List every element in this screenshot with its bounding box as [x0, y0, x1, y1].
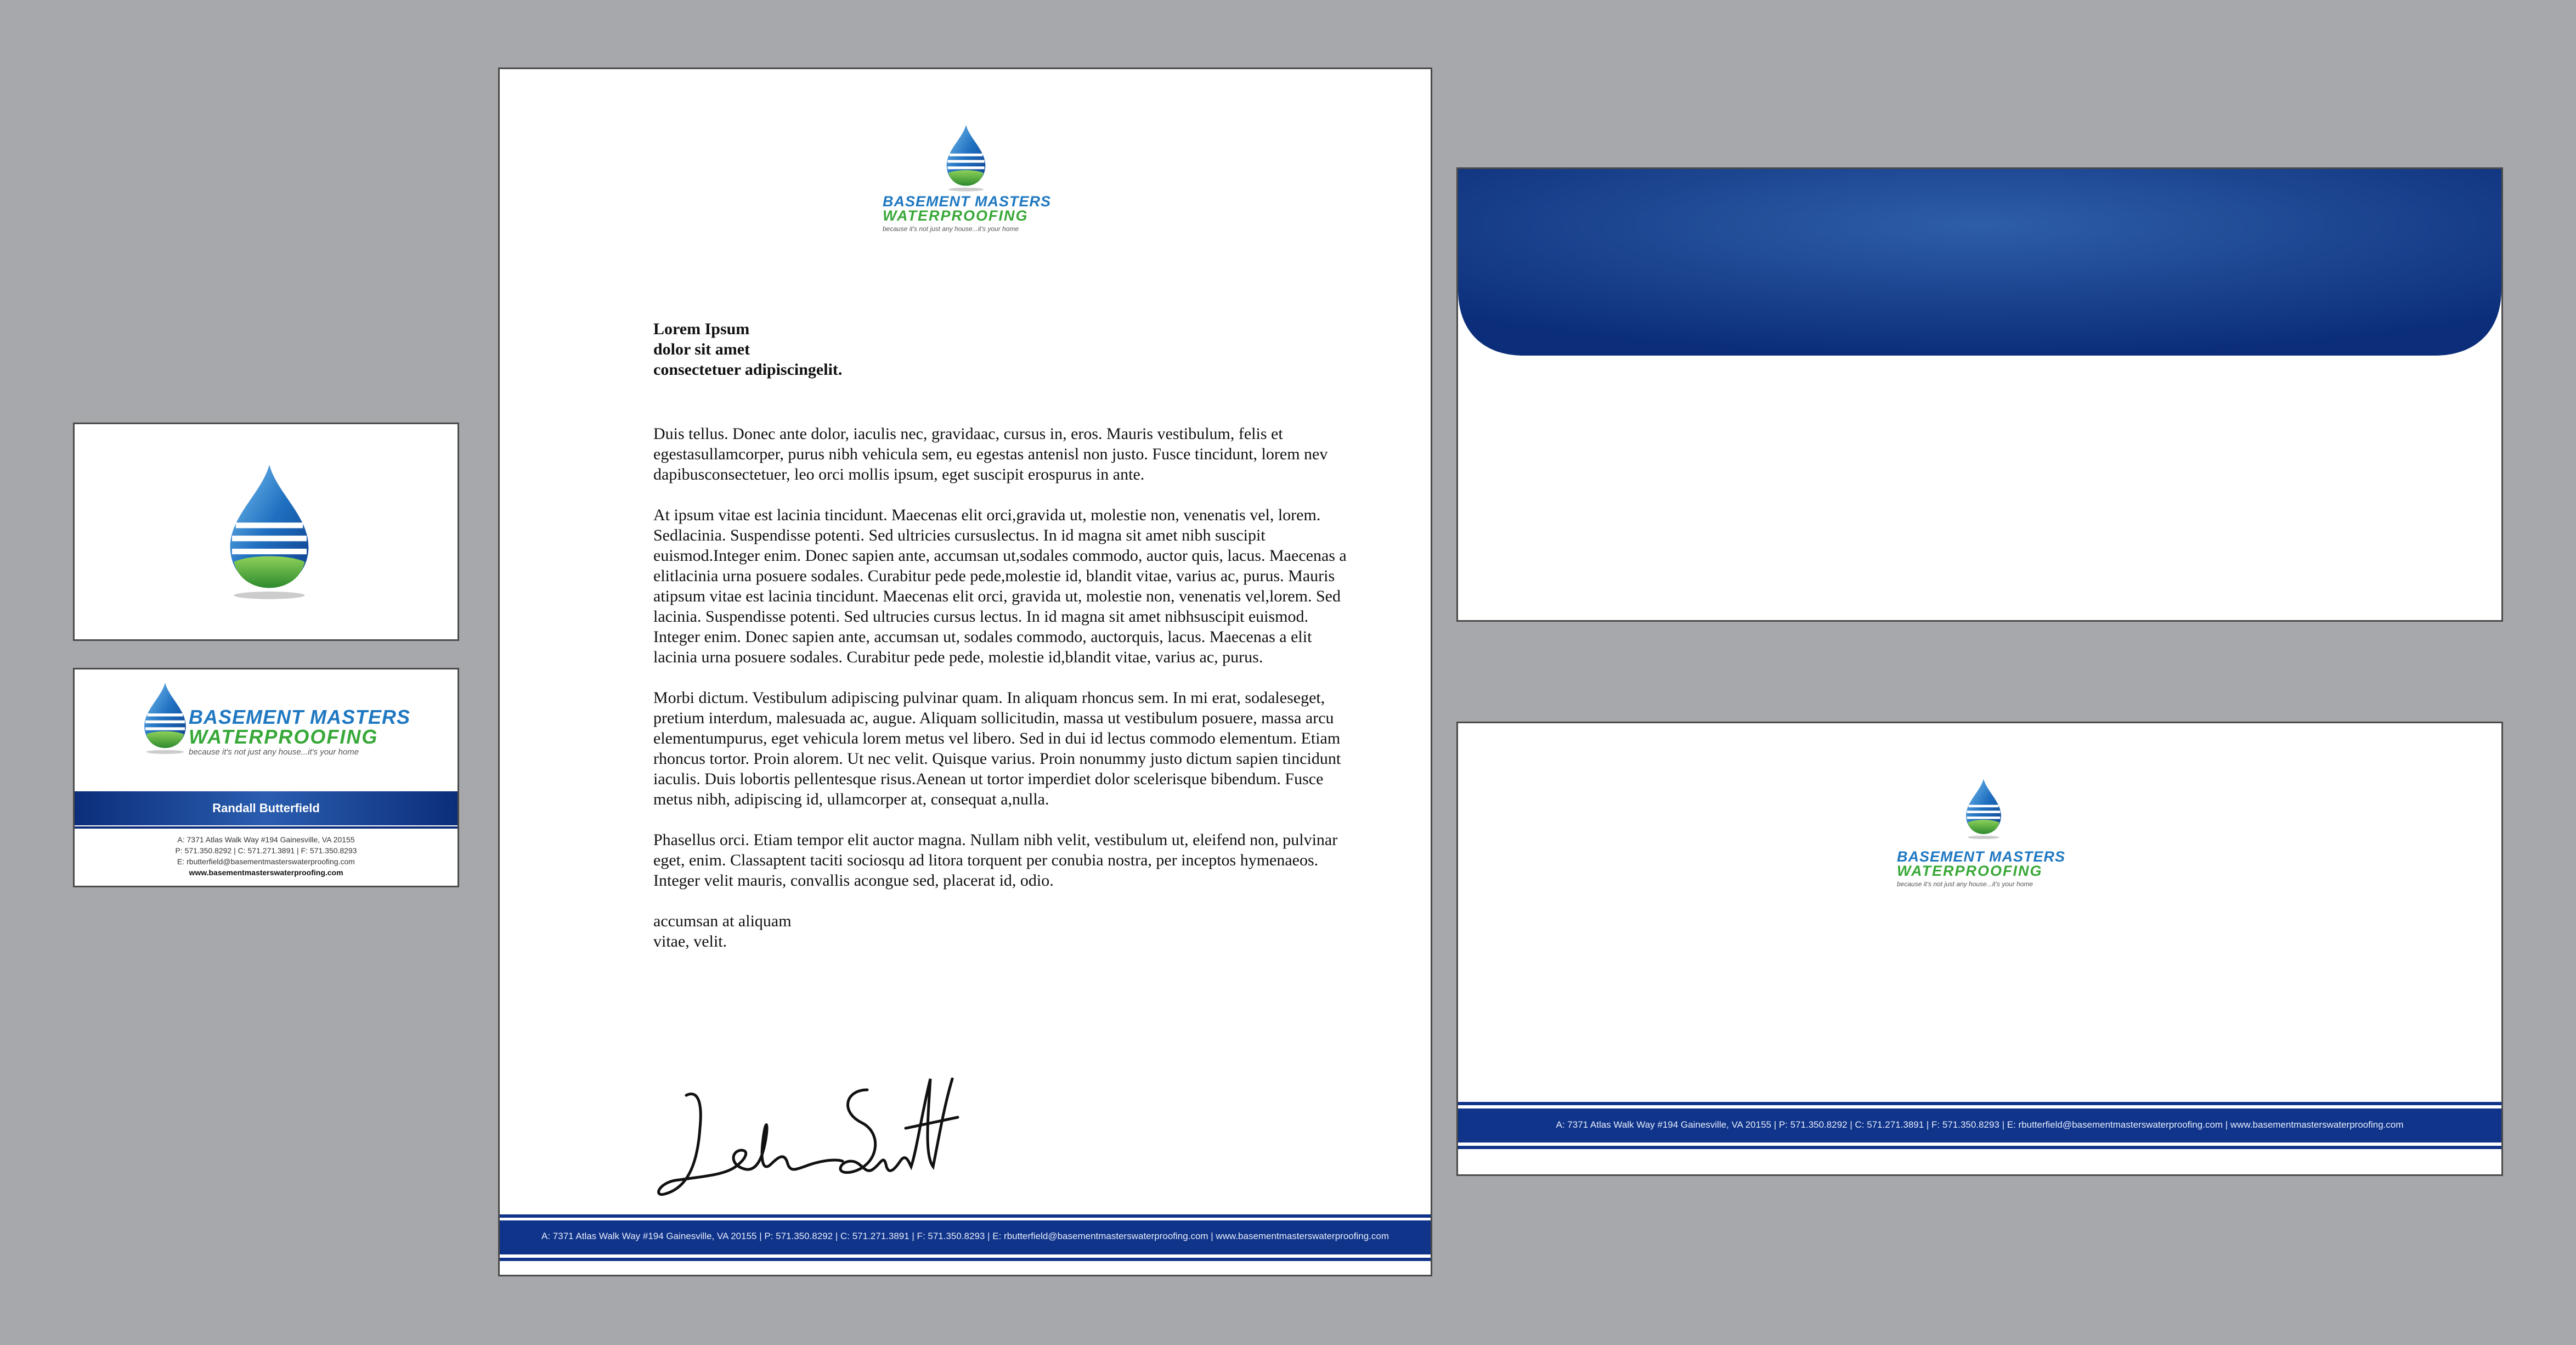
letter-heading-line: Lorem Ipsum [653, 320, 750, 338]
envelope-logo [1897, 778, 2078, 904]
brand-name-line2: WATERPROOFING [883, 207, 1029, 224]
letter-heading-line: consectetuer adipiscingelit. [653, 361, 843, 379]
letter-heading [653, 319, 1355, 380]
brand-tagline: because it's not just any house...it's your home [883, 225, 1019, 233]
water-drop-logo-icon [223, 462, 316, 604]
brand-tagline: because it's not just any house...it's your home [189, 747, 359, 757]
letterhead-footer-rule [500, 1214, 1431, 1218]
card-name-bar [75, 791, 457, 825]
letterhead-logo [878, 124, 1059, 305]
letter-closing-line: vitae, velit. [653, 932, 727, 950]
brand-name-line1: BASEMENT MASTERS [883, 193, 1052, 210]
signature-icon [653, 1057, 961, 1222]
card-contact-block [75, 834, 457, 878]
business-card-back [73, 668, 459, 887]
letterhead [498, 67, 1432, 1276]
water-drop-logo-icon [1963, 778, 2004, 841]
water-drop-logo-icon [140, 682, 190, 756]
letter-paragraph: Phasellus orci. Etiam tempor elit auctor magna. Nullam nibh velit, vestibulum ut, eleifend non, pulvinar eget, enim. Classaptent taciti sociosqu ad litora torquent per conubia nostra, per inceptos hymenaeos. Integer velit mauris, convallis acongue sed, placerat id, odio. [653, 831, 1338, 890]
card-email: E: rbutterfield@basementmasterswaterproofing.com [177, 857, 355, 866]
card-phones: P: 571.350.8292 | C: 571.271.3891 | F: 571.350.8293 [175, 846, 357, 855]
card-address: A: 7371 Atlas Walk Way #194 Gainesville, VA 20155 [177, 835, 355, 844]
envelope-footer-contact: A: 7371 Atlas Walk Way #194 Gainesville, VA 20155 | P: 571.350.8292 | C: 571.271.3891 | F: 571.350.8293 | E: rbutterfield@basementmasterswaterproofing.com | www.basementmasterswaterproofing.com [1556, 1119, 2404, 1130]
letter-body [653, 319, 1355, 952]
letter-heading-line: dolor sit amet [653, 340, 750, 358]
water-drop-logo-icon [943, 124, 989, 193]
letterhead-footer-contact: A: 7371 Atlas Walk Way #194 Gainesville, VA 20155 | P: 571.350.8292 | C: 571.271.3891 | F: 571.350.8293 | E: rbutterfield@basementmasterswaterproofing.com | www.basementmasterswaterproofing.com [541, 1231, 1389, 1241]
business-card-front [73, 423, 459, 641]
letter-paragraph: At ipsum vitae est lacinia tincidunt. Maecenas elit orci,gravida ut, molestie non, venenatis vel, lorem. Sedlacinia. Suspendisse potenti. Sed ultricies cursuslectus. In id magna sit amet nibh suscipit euismod.Integer enim. Donec sapien ante, accumsan ut,sodales commodo, auctor quis, lacus. Maecenas a elitlacinia urna posuere sodales. Curabitur pede pede,molestie id, blandit vitae, varius ac, purus. Mauris atipsum vitae est lacinia tincidunt. Maecenas elit orci, gravida ut, molestie non, venenatis vel,lorem. Sed lacinia. Suspendisse potenti. Sed ultrucies cursus lectus. In id magna sit amet nibhsuscipit euismod. Integer enim. Donec sapien ante, accumsan ut, sodales commodo, auctorquis, lacus. Maecenas a elit lacinia urna posuere sodales. Curabitur pede pede, molestie id,blandit vitae, varius ac, purus. [653, 506, 1347, 666]
envelope-footer-rule [1458, 1102, 2501, 1105]
letter-paragraph: Morbi dictum. Vestibulum adipiscing pulvinar quam. In aliquam rhoncus sem. In mi erat, sodaleseget, pretium interdum, malesuada ac, augue. Aliquam sollicitudin, massa ut vestibulum posuere, massa arcu elementumpurus, eget vehicula lorem metus vel libero. Sed in dui id lectus commodo elementum. Etiam rhoncus tortor. Proin alorem. Ut nec velit. Quisque varius. Proin nonummy justo dictum sapien tincidunt iaculis. Duis lobortis pellentesque risus.Aenean ut tortor imperdiet dolor scelerisque bibendum. Fusce metus nibh, adipiscing id, ullamcorper at, consequat a,nulla. [653, 689, 1341, 808]
letterhead-footer-rule [500, 1258, 1431, 1261]
letter-paragraph: Duis tellus. Donec ante dolor, iaculis nec, gravidaac, cursus in, eros. Mauris vestibulum, felis et egestasullamcorper, purus nibh vehicula sem, eu egestas antenisl non justo. Fusce tincidunt, lorem nev dapibusconsectetuer, leo orci mollis ipsum, eget suscipit erospurus in ante. [653, 425, 1328, 483]
envelope-front [1456, 722, 2503, 1176]
brand-name-line2: WATERPROOFING [1897, 863, 2043, 879]
brand-name-line1: BASEMENT MASTERS [1897, 848, 2066, 865]
card-logo [140, 682, 411, 764]
envelope-footer-rule [1458, 1146, 2501, 1149]
brand-name-line2: WATERPROOFING [189, 725, 379, 748]
envelope-flap [1458, 169, 2501, 361]
letter-closing-line: accumsan at aliquam [653, 912, 792, 930]
card-person-name: Randall Butterfield [212, 801, 320, 815]
brand-name-line1: BASEMENT MASTERS [189, 706, 411, 728]
card-website: www.basementmasterswaterproofing.com [189, 868, 343, 877]
letter-closing [653, 911, 1355, 952]
brand-tagline: because it's not just any house...it's your home [1897, 880, 2033, 888]
envelope-back [1456, 167, 2503, 622]
